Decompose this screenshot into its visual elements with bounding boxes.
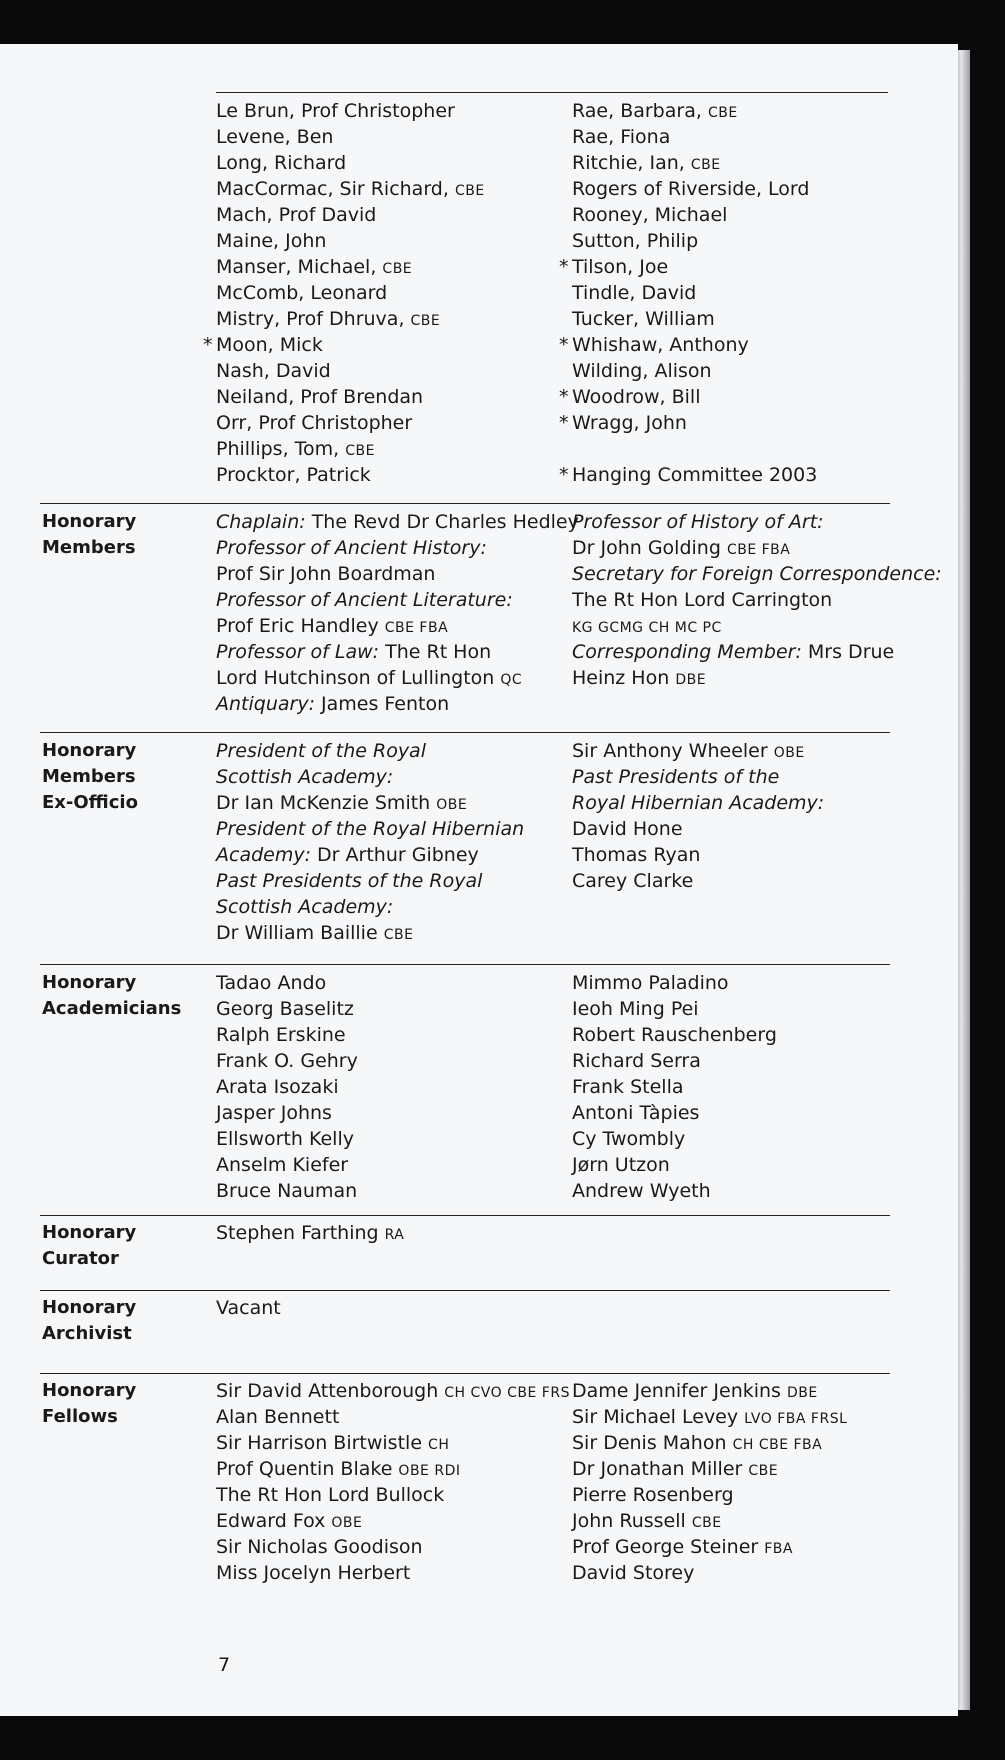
- member-name: Vacant: [216, 1297, 281, 1319]
- list-item: [572, 1378, 847, 1404]
- member-name: Hanging Committee 2003: [572, 464, 818, 486]
- section-label: [42, 509, 136, 561]
- honours-suffix: CBE: [383, 927, 414, 943]
- list-item: [572, 228, 817, 254]
- page-number: 7: [218, 1654, 231, 1676]
- member-name: David Hone: [572, 818, 683, 840]
- section-label: [42, 1378, 136, 1430]
- hanging-committee-marker: *: [559, 256, 569, 278]
- member-name: Procktor, Patrick: [216, 464, 371, 486]
- honours-suffix: CH: [428, 1437, 450, 1453]
- member-name: Thomas Ryan: [572, 844, 701, 866]
- role-title: President of the Royal: [216, 740, 426, 762]
- section-divider: [40, 1290, 890, 1291]
- list-item: [216, 1456, 570, 1482]
- list-item: [216, 384, 485, 410]
- section-label-line: Honorary: [42, 972, 137, 993]
- member-name: MacCormac, Sir Richard,: [216, 178, 455, 200]
- role-title: Professor of History of Art:: [572, 511, 824, 533]
- role-title: Chaplain:: [216, 511, 306, 533]
- list-item: [216, 1100, 358, 1126]
- member-name: Stephen Farthing: [216, 1222, 385, 1244]
- member-name: Dr Ian McKenzie Smith: [216, 792, 437, 814]
- member-name: John Russell: [572, 1510, 692, 1532]
- member-name: Heinz Hon: [572, 667, 676, 689]
- section-label-line: Honorary: [42, 1380, 137, 1401]
- member-name: Rogers of Riverside, Lord: [572, 178, 810, 200]
- list-item: [572, 280, 817, 306]
- list-item: [572, 202, 817, 228]
- list-item: [216, 1508, 570, 1534]
- member-name: Robert Rauschenberg: [572, 1024, 777, 1046]
- honours-suffix: CBE: [707, 105, 738, 121]
- section-label-line: Fellows: [42, 1406, 118, 1427]
- member-name: Dr John Golding: [572, 537, 727, 559]
- list-item: [216, 280, 485, 306]
- member-name: Long, Richard: [216, 152, 347, 174]
- list-item: [216, 1430, 570, 1456]
- member-name: Rooney, Michael: [572, 204, 728, 226]
- list-item: [216, 613, 579, 639]
- list-item: [572, 1534, 847, 1560]
- honours-suffix: CBE: [691, 1515, 722, 1531]
- honours-suffix: DBE: [675, 672, 707, 688]
- list-item: [572, 1022, 777, 1048]
- member-name: Prof Quentin Blake: [216, 1458, 399, 1480]
- list-item: [216, 691, 579, 717]
- list-item: [216, 816, 524, 842]
- list-item: [572, 1074, 777, 1100]
- member-name: Mrs Drue: [801, 641, 895, 663]
- list-item: [572, 561, 942, 587]
- member-name: Sir Nicholas Goodison: [216, 1536, 423, 1558]
- member-name: Tadao Ando: [216, 972, 327, 994]
- member-name: Carey Clarke: [572, 870, 694, 892]
- list-item: [572, 1404, 847, 1430]
- list-item: [572, 535, 942, 561]
- member-name: Wilding, Alison: [572, 360, 712, 382]
- list-item: [572, 124, 817, 150]
- section-label: [42, 1220, 136, 1272]
- member-name: Georg Baselitz: [216, 998, 354, 1020]
- honours-suffix: OBE: [436, 797, 468, 813]
- list-item: [216, 1048, 358, 1074]
- honours-suffix: CBE: [410, 313, 441, 329]
- member-name: Wragg, John: [572, 412, 687, 434]
- member-name: Dame Jennifer Jenkins: [572, 1380, 787, 1402]
- list-item: [216, 98, 485, 124]
- list-item: [572, 790, 824, 816]
- section-divider: [40, 732, 890, 733]
- honours-suffix: OBE RDI: [398, 1463, 461, 1479]
- member-name: Moon, Mick: [216, 334, 323, 356]
- honours-suffix: DBE: [787, 1385, 818, 1401]
- member-name: Antoni Tàpies: [572, 1102, 700, 1124]
- honours-suffix: OBE: [331, 1515, 363, 1531]
- member-name: The Rt Hon Lord Bullock: [216, 1484, 445, 1506]
- section-label: [42, 738, 138, 816]
- name-column-left: [216, 738, 524, 946]
- list-item: [216, 920, 524, 946]
- member-name: Sir Harrison Birtwistle: [216, 1432, 429, 1454]
- list-item: [216, 1152, 358, 1178]
- list-item: [216, 1404, 570, 1430]
- list-item: [216, 202, 485, 228]
- member-name: Rae, Fiona: [572, 126, 671, 148]
- list-item: [216, 639, 579, 665]
- member-name: Tindle, David: [572, 282, 697, 304]
- list-item: [216, 535, 579, 561]
- list-item: [559, 332, 817, 358]
- honours-suffix: QC: [500, 672, 523, 688]
- name-column-left: [216, 1378, 570, 1586]
- list-item: [572, 509, 942, 535]
- list-item: [572, 1430, 847, 1456]
- section-label-line: Academicians: [42, 998, 182, 1019]
- section-label-line: Honorary: [42, 1297, 137, 1318]
- hanging-committee-marker: *: [559, 386, 569, 408]
- list-item: [572, 842, 824, 868]
- list-item: [216, 1534, 570, 1560]
- list-item: [216, 436, 485, 462]
- member-name: Sir Michael Levey: [572, 1406, 745, 1428]
- list-item: [216, 306, 485, 332]
- member-name: Le Brun, Prof Christopher: [216, 100, 455, 122]
- honours-suffix: FBA: [764, 1541, 793, 1557]
- section-divider: [40, 503, 890, 504]
- member-name: Rae, Barbara,: [572, 100, 708, 122]
- member-name: Dr Jonathan Miller: [572, 1458, 749, 1480]
- member-name: Whishaw, Anthony: [572, 334, 749, 356]
- section-label-line: Honorary: [42, 511, 137, 532]
- member-name: David Storey: [572, 1562, 695, 1584]
- name-column-right: [572, 1378, 847, 1586]
- role-title: Past Presidents of the: [572, 766, 780, 788]
- list-item: [572, 1178, 777, 1204]
- section-label-line: Curator: [42, 1248, 119, 1269]
- section-label-line: Members: [42, 766, 136, 787]
- section-label-line: Members: [42, 537, 136, 558]
- member-name: Dr Arthur Gibney: [311, 844, 479, 866]
- member-name: Dr William Baillie: [216, 922, 384, 944]
- honours-suffix: CBE FBA: [384, 620, 449, 636]
- member-name: The Rt Hon Lord Carrington: [572, 589, 833, 611]
- role-title: Professor of Ancient Literature:: [216, 589, 513, 611]
- list-item: [572, 1048, 777, 1074]
- member-name: Bruce Nauman: [216, 1180, 358, 1202]
- section-label-line: Archivist: [42, 1323, 132, 1344]
- member-name: Orr, Prof Christopher: [216, 412, 413, 434]
- role-title: Past Presidents of the Royal: [216, 870, 483, 892]
- list-item: [203, 332, 485, 358]
- honours-suffix: CBE: [454, 183, 485, 199]
- member-name: Prof George Steiner: [572, 1536, 765, 1558]
- name-column-right: [572, 970, 777, 1204]
- list-item: [572, 1508, 847, 1534]
- member-name: Pierre Rosenberg: [572, 1484, 734, 1506]
- section-divider: [40, 1215, 890, 1216]
- list-item: [216, 665, 579, 691]
- member-name: Mimmo Paladino: [572, 972, 729, 994]
- member-name: Neiland, Prof Brendan: [216, 386, 424, 408]
- honours-suffix: CBE: [748, 1463, 779, 1479]
- list-item: [216, 410, 485, 436]
- member-name: The Rt Hon: [379, 641, 492, 663]
- member-name: Jørn Utzon: [572, 1154, 670, 1176]
- member-name: Frank Stella: [572, 1076, 684, 1098]
- honours-suffix: CH CBE FBA: [732, 1437, 823, 1453]
- name-column-left: [203, 98, 485, 488]
- section-divider: [40, 964, 890, 965]
- list-item: [216, 894, 524, 920]
- member-name: Frank O. Gehry: [216, 1050, 358, 1072]
- name-column-right: [572, 738, 824, 894]
- honours-suffix: CH CVO CBE FRS: [444, 1385, 570, 1401]
- member-name: Anselm Kiefer: [216, 1154, 349, 1176]
- member-name: The Revd Dr Charles Hedley: [305, 511, 579, 533]
- hanging-committee-marker: *: [559, 412, 569, 434]
- member-name: Manser, Michael,: [216, 256, 383, 278]
- member-name: Ritchie, Ian,: [572, 152, 691, 174]
- list-item: [216, 587, 579, 613]
- member-name: Nash, David: [216, 360, 331, 382]
- role-title: Professor of Ancient History:: [216, 537, 487, 559]
- list-item: [216, 509, 579, 535]
- hanging-committee-marker: *: [203, 334, 213, 356]
- list-item: [216, 790, 524, 816]
- list-item: [559, 384, 817, 410]
- list-item: [216, 1126, 358, 1152]
- member-name: Ellsworth Kelly: [216, 1128, 354, 1150]
- list-item: [216, 996, 358, 1022]
- name-column-right: [559, 98, 818, 488]
- name-column-left: [216, 509, 579, 717]
- role-title: Academy:: [216, 844, 311, 866]
- list-item: [216, 1295, 281, 1321]
- list-item: [572, 176, 817, 202]
- section-label-line: Honorary: [42, 740, 137, 761]
- list-item: [216, 358, 485, 384]
- list-item: [572, 764, 824, 790]
- member-name: Cy Twombly: [572, 1128, 686, 1150]
- name-column-right: [572, 509, 942, 691]
- member-name: Miss Jocelyn Herbert: [216, 1562, 411, 1584]
- role-title: Secretary for Foreign Correspondence:: [572, 563, 942, 585]
- name-column-left: [216, 970, 358, 1204]
- list-item: [572, 1152, 777, 1178]
- list-item: [216, 228, 485, 254]
- honours-suffix: RA: [384, 1227, 405, 1243]
- role-title: Antiquary:: [216, 693, 315, 715]
- member-name: Prof Sir John Boardman: [216, 563, 436, 585]
- list-item: [559, 410, 817, 436]
- list-item: [572, 358, 817, 384]
- member-name: Alan Bennett: [216, 1406, 340, 1428]
- role-title: Scottish Academy:: [216, 896, 394, 918]
- member-name: McComb, Leonard: [216, 282, 388, 304]
- honours-suffix: CBE: [345, 443, 375, 459]
- member-name: Levene, Ben: [216, 126, 334, 148]
- list-item: [572, 1100, 777, 1126]
- list-item: [216, 970, 358, 996]
- honours-suffix: KG GCMG CH MC PC: [572, 620, 722, 636]
- hanging-committee-marker: *: [559, 334, 569, 356]
- list-item: [216, 150, 485, 176]
- role-title: Professor of Law:: [216, 641, 380, 663]
- section-divider: [216, 92, 888, 93]
- member-name: Sir Anthony Wheeler: [572, 740, 774, 762]
- list-item: [572, 98, 817, 124]
- honours-suffix: CBE FBA: [726, 542, 791, 558]
- member-name: Arata Isozaki: [216, 1076, 339, 1098]
- name-column-left: [216, 1220, 404, 1246]
- section-label: [42, 1295, 136, 1347]
- role-title: Royal Hibernian Academy:: [572, 792, 825, 814]
- list-item: [572, 150, 817, 176]
- list-item: [216, 1220, 404, 1246]
- member-name: Tilson, Joe: [572, 256, 669, 278]
- list-item: [572, 738, 824, 764]
- member-name: Mistry, Prof Dhruva,: [216, 308, 411, 330]
- list-item: [572, 1482, 847, 1508]
- role-title: Scottish Academy:: [216, 766, 394, 788]
- list-item: [572, 587, 942, 613]
- role-title: President of the Royal Hibernian: [216, 818, 525, 840]
- member-name: Woodrow, Bill: [572, 386, 701, 408]
- list-item: [572, 868, 824, 894]
- list-item: [216, 176, 485, 202]
- hanging-committee-marker: *: [559, 464, 569, 486]
- list-item: [572, 996, 777, 1022]
- member-name: Sutton, Philip: [572, 230, 699, 252]
- member-name: Mach, Prof David: [216, 204, 377, 226]
- member-name: Sir Denis Mahon: [572, 1432, 733, 1454]
- list-item: [216, 1560, 570, 1586]
- list-item: [216, 868, 524, 894]
- list-item: [572, 1560, 847, 1586]
- member-name: Edward Fox: [216, 1510, 332, 1532]
- honours-suffix: CBE: [382, 261, 413, 277]
- list-item: [572, 1456, 847, 1482]
- honours-suffix: LVO FBA FRSL: [744, 1411, 848, 1427]
- list-item: [572, 970, 777, 996]
- list-item: [216, 842, 524, 868]
- list-item: [216, 1378, 570, 1404]
- member-name: Tucker, William: [572, 308, 715, 330]
- member-name: Ieoh Ming Pei: [572, 998, 699, 1020]
- role-title: Corresponding Member:: [572, 641, 802, 663]
- list-item: [559, 254, 817, 280]
- honours-suffix: CBE: [690, 157, 721, 173]
- list-item: [216, 124, 485, 150]
- member-name: Jasper Johns: [216, 1102, 332, 1124]
- member-name: Lord Hutchinson of Lullington: [216, 667, 501, 689]
- list-item: [216, 254, 485, 280]
- member-name: Sir David Attenborough: [216, 1380, 445, 1402]
- member-name: James Fenton: [314, 693, 450, 715]
- list-item: [572, 436, 817, 462]
- member-name: Richard Serra: [572, 1050, 701, 1072]
- document-page: [0, 44, 958, 1716]
- name-column-left: [216, 1295, 281, 1321]
- section-divider: [40, 1373, 890, 1374]
- honours-suffix: OBE: [773, 745, 805, 761]
- list-item: [216, 1482, 570, 1508]
- list-item: [216, 1074, 358, 1100]
- list-item: [216, 462, 485, 488]
- list-item: [216, 561, 579, 587]
- section-label: [42, 970, 181, 1022]
- list-item: [216, 764, 524, 790]
- list-item: [572, 816, 824, 842]
- section-label-line: Ex-Officio: [42, 792, 138, 813]
- list-item: [559, 462, 818, 488]
- list-item: [216, 1178, 358, 1204]
- member-name: Phillips, Tom,: [216, 438, 346, 460]
- member-name: Maine, John: [216, 230, 327, 252]
- list-item: [572, 613, 942, 639]
- member-name: Ralph Erskine: [216, 1024, 346, 1046]
- list-item: [216, 1022, 358, 1048]
- list-item: [572, 639, 942, 665]
- list-item: [572, 665, 942, 691]
- list-item: [572, 1126, 777, 1152]
- list-item: [216, 738, 524, 764]
- list-item: [572, 306, 817, 332]
- member-name: Andrew Wyeth: [572, 1180, 711, 1202]
- member-name: Prof Eric Handley: [216, 615, 385, 637]
- section-label-line: Honorary: [42, 1222, 137, 1243]
